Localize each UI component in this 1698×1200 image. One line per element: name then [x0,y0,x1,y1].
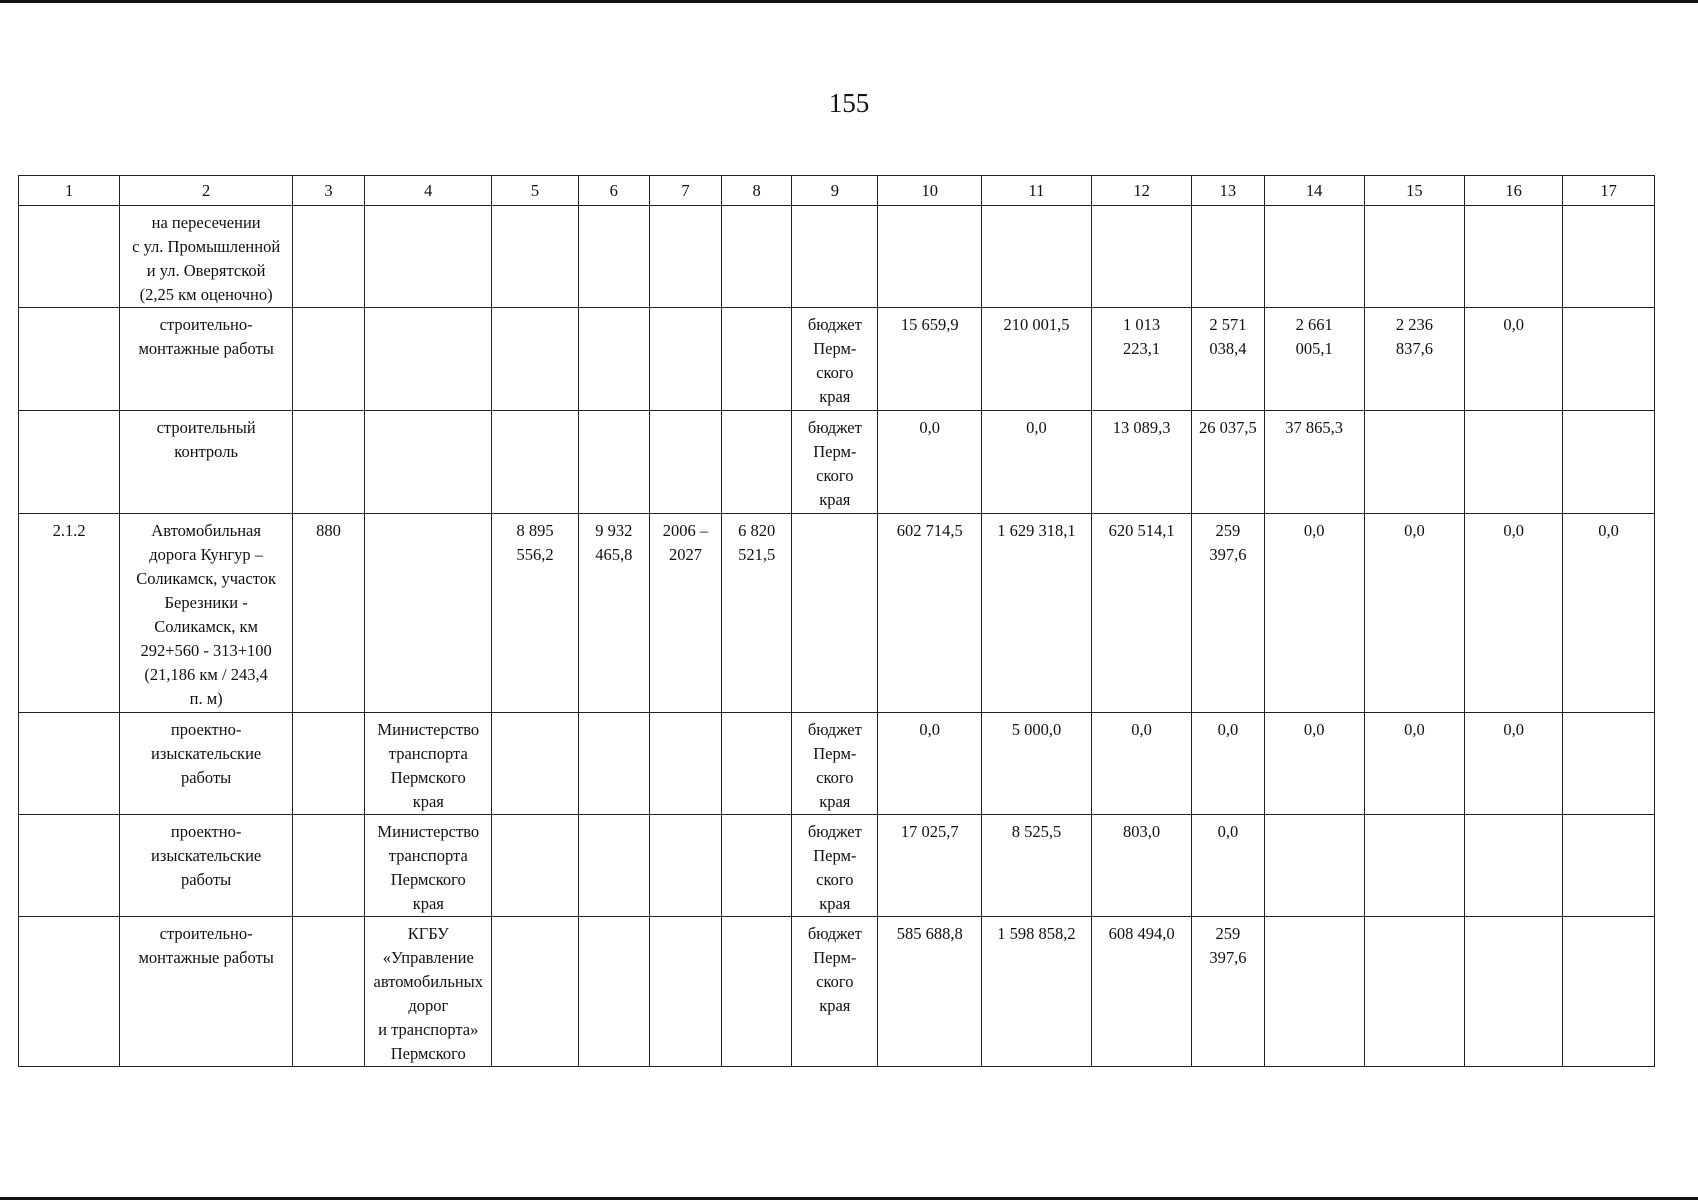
cell-text: бюджет Перм- ского края [807,822,862,913]
column-number-1: 1 [19,176,120,206]
cell-text: 5 000,0 [1011,720,1062,739]
table-row [19,514,1655,713]
table-cell [649,206,721,308]
table-row [19,713,1655,815]
table-cell [1192,514,1264,713]
table-cell [492,206,578,308]
cell-text: 2 571 038,4 [1209,315,1247,358]
table-cell [1091,411,1191,514]
table-cell [1264,514,1364,713]
table-cell [1364,514,1464,713]
column-number-15: 15 [1364,176,1464,206]
column-number-16: 16 [1465,176,1563,206]
table-cell [492,308,578,411]
table-cell [292,815,364,917]
table-cell [19,713,120,815]
table-cell [722,815,792,917]
cell-text: 0,0 [1217,720,1239,739]
table-cell [649,713,721,815]
table-cell [120,308,293,411]
cell-text: 1 013 223,1 [1123,315,1161,358]
table-cell [1465,308,1563,411]
table-cell [792,917,878,1067]
table-cell [1364,308,1464,411]
table-cell [792,411,878,514]
cell-text: 608 494,0 [1108,924,1175,943]
table-cell [19,206,120,308]
table-cell [878,917,982,1067]
table-row [19,206,1655,308]
cell-text: 13 089,3 [1112,418,1171,437]
table-cell [649,411,721,514]
table-cell [1563,206,1655,308]
table-cell [878,514,982,713]
table-cell [649,308,721,411]
table-cell [981,308,1091,411]
table-cell [120,917,293,1067]
top-border-line [0,0,1698,3]
column-number-17: 17 [1563,176,1655,206]
cell-text: проектно- изыскательские работы [151,720,262,787]
cell-text: 0,0 [1503,315,1524,334]
table-cell [1563,514,1655,713]
cell-text: строительно- монтажные работы [138,924,274,967]
table-cell [649,815,721,917]
table-cell [578,206,649,308]
column-number-2: 2 [120,176,293,206]
table-cell [120,514,293,713]
table-cell [365,514,492,713]
cell-text: на пересечении с ул. Промышленной и ул. Оверятской (2,25 км оценочно) [132,213,281,304]
column-number-14: 14 [1264,176,1364,206]
cell-text: 2006 – 2027 [662,521,709,564]
table-cell [1563,308,1655,411]
table-cell [1264,308,1364,411]
cell-text: бюджет Перм- ского края [807,924,862,1015]
cell-text: 0,0 [1303,720,1325,739]
table-cell [19,514,120,713]
table-cell [120,411,293,514]
table-cell [578,713,649,815]
table-row [19,308,1655,411]
page-number: 155 [828,88,870,118]
cell-text: 1 598 858,2 [997,924,1076,943]
column-number-5: 5 [492,176,578,206]
table-cell [722,411,792,514]
table-cell [981,514,1091,713]
table-cell [1264,206,1364,308]
table-cell [1264,815,1364,917]
table-cell [1563,815,1655,917]
table-cell [878,411,982,514]
table-cell [492,815,578,917]
cell-text: 0,0 [1404,720,1425,739]
table-cell [878,206,982,308]
table-cell [578,411,649,514]
cell-text: 259 397,6 [1209,521,1247,564]
cell-text: 8 525,5 [1011,822,1062,841]
table-cell [120,815,293,917]
cell-text: 1 629 318,1 [997,521,1076,540]
table-cell [1465,713,1563,815]
table-cell [578,514,649,713]
table-row [19,411,1655,514]
column-number-4: 4 [365,176,492,206]
column-number-13: 13 [1192,176,1264,206]
table-cell [1091,713,1191,815]
table-cell [792,815,878,917]
column-number-10: 10 [878,176,982,206]
table-cell [722,917,792,1067]
table-cell [1192,411,1264,514]
table-cell [981,713,1091,815]
cell-text: Автомобильная дорога Кунгур – Соликамск, участок Березники - Соликамск, км 292+560 - 313+100 (21,186 км / 243,4 п. м) [136,521,276,708]
table-cell [1192,308,1264,411]
cell-text: Министерство транспорта Пермского края [377,822,480,913]
table-cell [19,815,120,917]
cell-text: 26 037,5 [1199,418,1257,437]
cell-text: проектно- изыскательские работы [151,822,262,889]
cell-text: 17 025,7 [900,822,959,841]
cell-text: 9 932 465,8 [595,521,633,564]
cell-text: бюджет Перм- ского края [807,418,862,509]
table-cell [1364,713,1464,815]
table-cell [120,206,293,308]
table-cell [492,713,578,815]
table-cell [1091,917,1191,1067]
table-cell [292,514,364,713]
table-cell [1192,917,1264,1067]
cell-text: 0,0 [1303,521,1325,540]
table-cell [19,411,120,514]
table-cell [1364,411,1464,514]
table-cell [878,713,982,815]
cell-text: 585 688,8 [896,924,963,943]
table-cell [1192,713,1264,815]
table-cell [1465,206,1563,308]
table-cell [1264,411,1364,514]
cell-text: 602 714,5 [896,521,963,540]
table-cell [365,308,492,411]
cell-text: 0,0 [1131,720,1152,739]
column-number-11: 11 [981,176,1091,206]
table-cell [1364,206,1464,308]
column-number-7: 7 [649,176,721,206]
cell-text: 2 236 837,6 [1395,315,1433,358]
cell-text: 0,0 [919,720,941,739]
cell-text: 210 001,5 [1003,315,1070,334]
cell-text: Министерство транспорта Пермского края [377,720,480,811]
table-cell [792,514,878,713]
cell-text: бюджет Перм- ского края [807,315,862,406]
cell-text: бюджет Перм- ского края [807,720,862,811]
table-cell [120,713,293,815]
table-cell [365,713,492,815]
table-cell [365,917,492,1067]
cell-text: 0,0 [1404,521,1425,540]
cell-text: 0,0 [1026,418,1047,437]
cell-text: 15 659,9 [900,315,959,334]
table-cell [1091,815,1191,917]
table-cell [1364,917,1464,1067]
column-number-6: 6 [578,176,649,206]
table-cell [792,308,878,411]
cell-text: 6 820 521,5 [738,521,776,564]
cell-text: 880 [316,521,341,540]
table-cell [1264,917,1364,1067]
table-cell [792,713,878,815]
cell-text: 0,0 [919,418,941,437]
cell-text: строительный контроль [156,418,256,461]
table-cell [292,713,364,815]
table-cell [1465,514,1563,713]
table-cell [981,917,1091,1067]
table-cell [19,917,120,1067]
column-number-12: 12 [1091,176,1191,206]
cell-text: 0,0 [1598,521,1619,540]
cell-text: 37 865,3 [1285,418,1344,437]
cell-text: 620 514,1 [1108,521,1175,540]
column-number-3: 3 [292,176,364,206]
table-cell [578,308,649,411]
table-cell [722,308,792,411]
table-cell [981,206,1091,308]
table-cell [292,917,364,1067]
table-header-row [19,176,1655,206]
table-cell [792,206,878,308]
table-cell [1192,815,1264,917]
table-cell [722,713,792,815]
table-cell [365,411,492,514]
table-cell [1264,713,1364,815]
table-cell [1091,308,1191,411]
table-cell [1465,411,1563,514]
table-cell [1091,206,1191,308]
table-cell [19,308,120,411]
cell-text: 0,0 [1503,720,1524,739]
table-cell [1563,917,1655,1067]
table-cell [365,815,492,917]
cell-text: 0,0 [1217,822,1239,841]
table-cell [578,815,649,917]
table-cell [981,815,1091,917]
table-cell [1465,917,1563,1067]
table-cell [365,206,492,308]
table-cell [722,206,792,308]
cell-text: КГБУ «Управление автомобильных дорог и транспорта» Пермского [373,924,484,1063]
table-cell [492,917,578,1067]
table-cell [1091,514,1191,713]
table-cell [878,815,982,917]
cell-text: 0,0 [1503,521,1524,540]
cell-text: 2.1.2 [52,521,86,540]
table-cell [292,411,364,514]
cell-text: 803,0 [1123,822,1161,841]
table-cell [292,206,364,308]
table-cell [981,411,1091,514]
table-cell [1465,815,1563,917]
table-row [19,917,1655,1067]
table-cell [1192,206,1264,308]
cell-text: 8 895 556,2 [516,521,554,564]
table-cell [578,917,649,1067]
table-cell [492,514,578,713]
table-cell [1364,815,1464,917]
cell-text: 259 397,6 [1209,924,1247,967]
column-number-8: 8 [722,176,792,206]
table-cell [1563,713,1655,815]
cell-text: 2 661 005,1 [1295,315,1333,358]
table-cell [878,308,982,411]
table-cell [649,514,721,713]
column-number-9: 9 [792,176,878,206]
cell-text: строительно- монтажные работы [138,315,274,358]
table-cell [1563,411,1655,514]
table-cell [292,308,364,411]
table-row [19,815,1655,917]
table-cell [722,514,792,713]
table-cell [649,917,721,1067]
budget-table [18,175,1655,1067]
table-cell [492,411,578,514]
